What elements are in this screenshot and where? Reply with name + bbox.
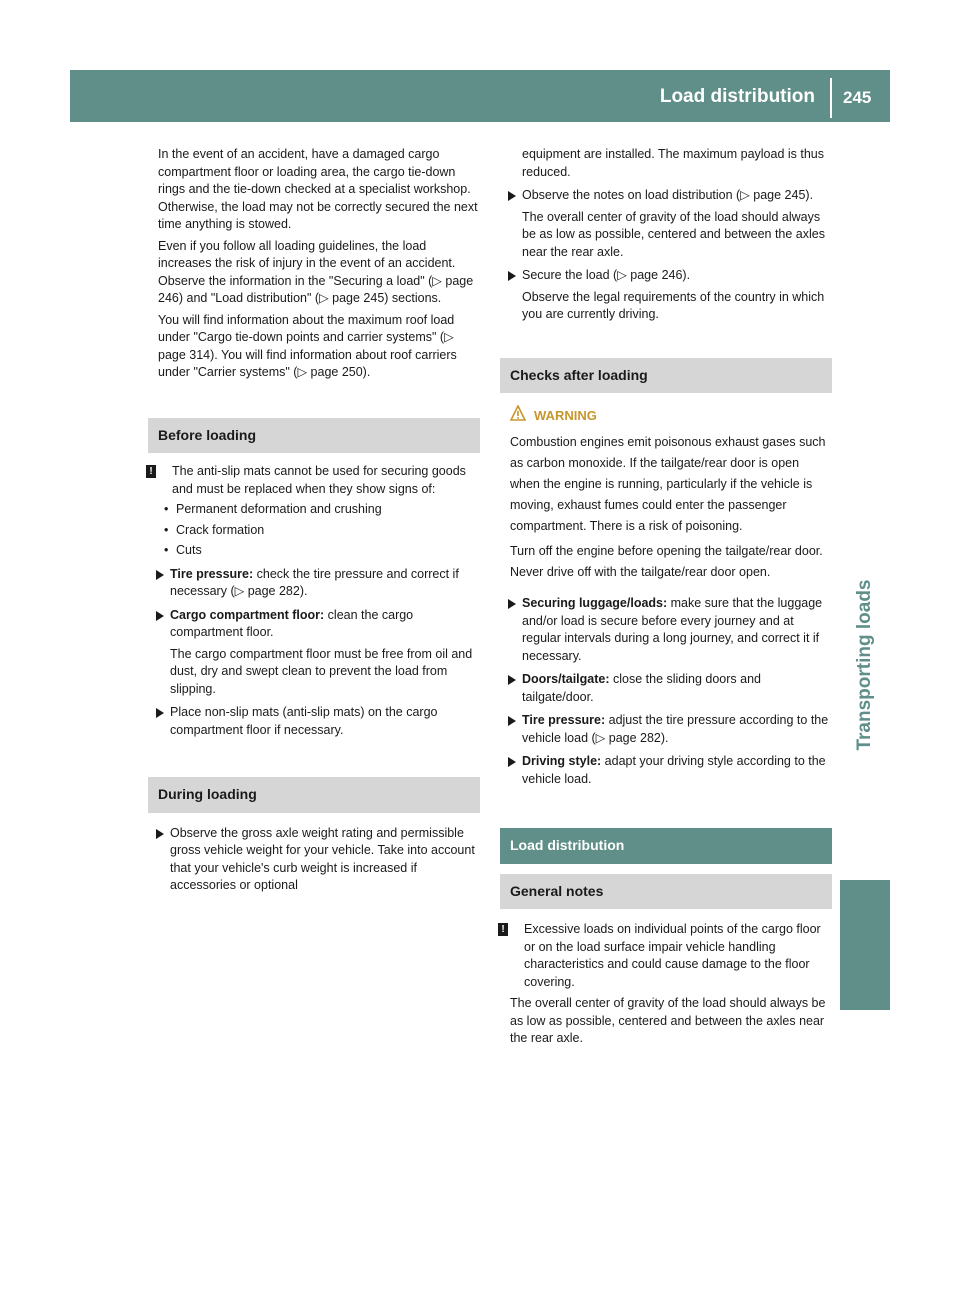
arrow-right-icon xyxy=(508,757,516,767)
instruction-step: Observe the notes on load distribution (▷ page 245). xyxy=(510,187,832,205)
instruction-step: Securing luggage/loads: make sure that the luggage and/or load is secure before every journey and at regular intervals during a long journey, and correct it if necessary. xyxy=(510,595,832,665)
step-detail: Observe the legal requirements of the country in which you are currently driving. xyxy=(522,289,825,321)
intro-paragraph: You will find information about the maximum roof load under "Cargo tie-down points and carrier systems" (▷ page 314). You will find information about roof carriers under "Carrier systems" (▷ page 250). xyxy=(158,312,457,379)
body-text: The overall center of gravity of the load should always be as low as possible, centered and between the axles near the rear axle. xyxy=(510,996,826,1045)
warning-title: WARNING xyxy=(534,405,832,426)
page-number: 245 xyxy=(843,88,872,107)
arrow-right-icon xyxy=(156,570,164,580)
section-heading-load-distribution: Load distribution xyxy=(500,828,832,864)
instruction-step: Tire pressure: adjust the tire pressure according to the vehicle load (▷ page 282). xyxy=(510,712,832,747)
exclamation-icon: ! xyxy=(498,923,508,936)
arrow-right-icon xyxy=(156,708,164,718)
instruction-step: Observe the gross axle weight rating and permissible gross vehicle weight for your vehicle. Take into account that your vehicle's curb weight is increased if accessories or optional xyxy=(158,825,480,895)
instruction-step: Doors/tailgate: close the sliding doors and tailgate/door. xyxy=(510,671,832,706)
intro-paragraph: Even if you follow all loading guidelines, the load increases the risk of injury in the event of an accident. Observe the information in the "Securing a load" (▷ page 246) and "Load distribution" (▷ page 245) sections. xyxy=(158,238,474,305)
arrow-right-icon xyxy=(508,599,516,609)
step-detail: The cargo compartment floor must be free from oil and dust, dry and swept clean to prevent the load from slipping. xyxy=(170,646,473,696)
side-section-label: Transporting loads xyxy=(854,579,875,751)
step-detail: The overall center of gravity of the load should always be as low as possible, centered and between the axles near the rear axle. xyxy=(522,209,825,259)
warning-triangle-icon xyxy=(510,405,526,421)
instruction-step: Cargo compartment floor: clean the cargo compartment floor. xyxy=(158,607,480,642)
left-column xyxy=(149,146,480,899)
section-heading-before-loading: Before loading xyxy=(148,418,480,454)
arrow-right-icon xyxy=(156,611,164,621)
warning-box xyxy=(510,405,832,583)
arrow-right-icon xyxy=(156,829,164,839)
continued-text: equipment are installed. The maximum payload is thus reduced. xyxy=(522,147,825,179)
arrow-right-icon xyxy=(508,675,516,685)
instruction-step: Secure the load (▷ page 246). xyxy=(510,267,832,285)
instruction-step: Tire pressure: check the tire pressure and correct if necessary (▷ page 282). xyxy=(158,566,480,601)
warning-text: Turn off the engine before opening the tailgate/rear door. Never drive off with the tailgate/rear door open. xyxy=(510,544,823,579)
list-item: • Crack formation xyxy=(164,522,480,540)
section-heading-during-loading: During loading xyxy=(148,777,480,813)
arrow-right-icon xyxy=(508,271,516,281)
intro-paragraph: In the event of an accident, have a damaged cargo compartment floor or loading area, the cargo tie-down rings and the tie-down checked at a specialist workshop. Otherwise, the load may not be correctly secured the next time anything is stowed. xyxy=(158,147,478,231)
side-tab xyxy=(840,880,890,1010)
note: ! The anti-slip mats cannot be used for securing goods and must be replaced when they show signs of: xyxy=(158,463,480,498)
instruction-step: Driving style: adapt your driving style according to the vehicle load. xyxy=(510,753,832,788)
right-column xyxy=(501,146,832,1052)
note: ! Excessive loads on individual points of the cargo floor or on the load surface impair vehicle handling characteristics and could cause damage to the floor covering. xyxy=(510,921,832,991)
instruction-step: Place non-slip mats (anti-slip mats) on the cargo compartment floor if necessary. xyxy=(158,704,480,739)
exclamation-icon: ! xyxy=(146,465,156,478)
header-separator xyxy=(830,78,832,118)
section-heading-checks-after-loading: Checks after loading xyxy=(500,358,832,394)
arrow-right-icon xyxy=(508,716,516,726)
page-title: Load distribution xyxy=(659,86,815,107)
arrow-right-icon xyxy=(508,191,516,201)
list-item: • Cuts xyxy=(164,542,480,560)
subsection-heading-general-notes: General notes xyxy=(500,874,832,910)
list-item: • Permanent deformation and crushing xyxy=(164,501,480,519)
warning-text: Combustion engines emit poisonous exhaust gases such as carbon monoxide. If the tailgate/rear door is open when the engine is running, particularly if the vehicle is moving, exhaust fumes could enter the passenger compartment. There is a risk of poisoning. xyxy=(510,435,826,533)
